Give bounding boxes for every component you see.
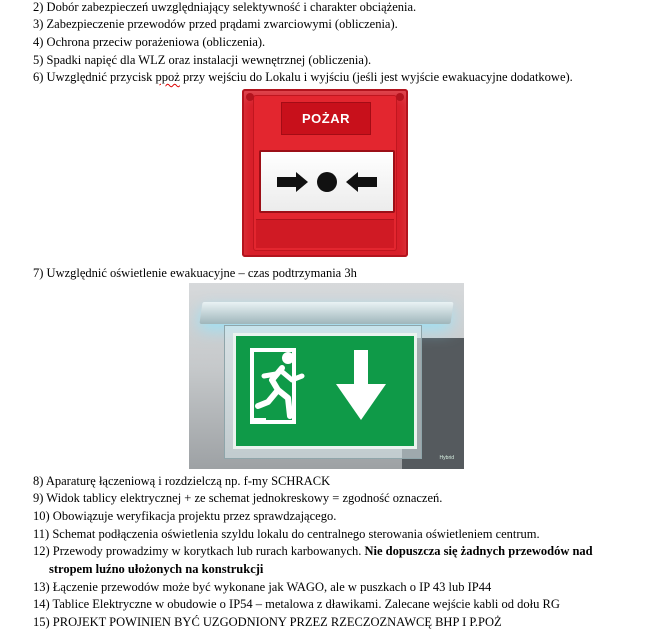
list-item-4: 4) Ochrona przeciw porażeniowa (obliczenia). xyxy=(33,35,266,49)
list-item-2: 2) Dobór zabezpieczeń uwzględniający selektywność i charakter obciążenia. xyxy=(33,0,417,14)
sign-canopy xyxy=(199,302,453,324)
spellcheck-flagged-word: ppoż xyxy=(155,70,180,84)
call-point-base xyxy=(256,219,394,248)
running-man-exit-icon xyxy=(236,336,408,440)
press-arrows-icon xyxy=(261,152,393,211)
list-item-6 xyxy=(33,70,573,85)
exit-sign-panel xyxy=(233,333,417,449)
list-item-15: 15) PROJEKT POWINIEN BYĆ UZGODNIONY PRZEZ RZECZOZNAWCĘ BHP I P.POŻ xyxy=(33,615,502,629)
sign-brand-mark: Hybrid xyxy=(439,455,454,461)
list-item-12 xyxy=(33,544,593,559)
list-item-6-text-b: przy wejściu do Lokalu i wyjściu (jeśli jest wyjście ewakuacyjne dodatkowe). xyxy=(179,70,573,84)
list-item-3: 3) Zabezpieczenie przewodów przed prądami zwarciowymi (obliczenia). xyxy=(33,17,398,31)
list-item-12-emphasis: Nie dopuszcza się żadnych przewodów nad xyxy=(364,544,593,558)
list-item-13: 13) Łączenie przewodów może być wykonane jak WAGO, ale w puszkach o IP 43 lub IP44 xyxy=(33,580,492,594)
screw-icon xyxy=(396,93,404,101)
call-point-label: POŻAR xyxy=(281,102,371,135)
list-item-7: 7) Uwzględnić oświetlenie ewakuacyjne – czas podtrzymania 3h xyxy=(33,266,357,280)
list-item-12-text: 12) Przewody prowadzimy w korytkach lub rurach karbowanych. xyxy=(33,544,365,558)
list-item-11: 11) Schemat podłączenia oświetlenia szyldu lokalu do centralnego sterowania oświetleniem centrum. xyxy=(33,527,540,541)
emergency-exit-sign-image xyxy=(189,283,464,469)
list-item-12-emphasis-cont: stropem luźno ułożonych na konstrukcji xyxy=(49,562,264,576)
list-item-14: 14) Tablice Elektryczne w obudowie o IP54 – metalowa z dławikami. Zalecane wejście kabli od dołu RG xyxy=(33,597,560,611)
list-item-8: 8) Aparaturę łączeniową i rozdzielczą np. f-my SCHRACK xyxy=(33,474,331,488)
call-point-glass xyxy=(259,150,395,213)
list-item-9: 9) Widok tablicy elektrycznej + ze schemat jednokreskowy = zgodność oznaczeń. xyxy=(33,491,443,505)
list-item-5: 5) Spadki napięć dla WLZ oraz instalacji wewnętrznej (obliczenia). xyxy=(33,53,372,67)
fire-alarm-call-point-image xyxy=(242,89,408,257)
list-item-6-text-a: 6) Uwzględnić przycisk xyxy=(33,70,156,84)
screw-icon xyxy=(246,93,254,101)
list-item-10: 10) Obowiązuje weryfikacja projektu przez sprawdzającego. xyxy=(33,509,337,523)
